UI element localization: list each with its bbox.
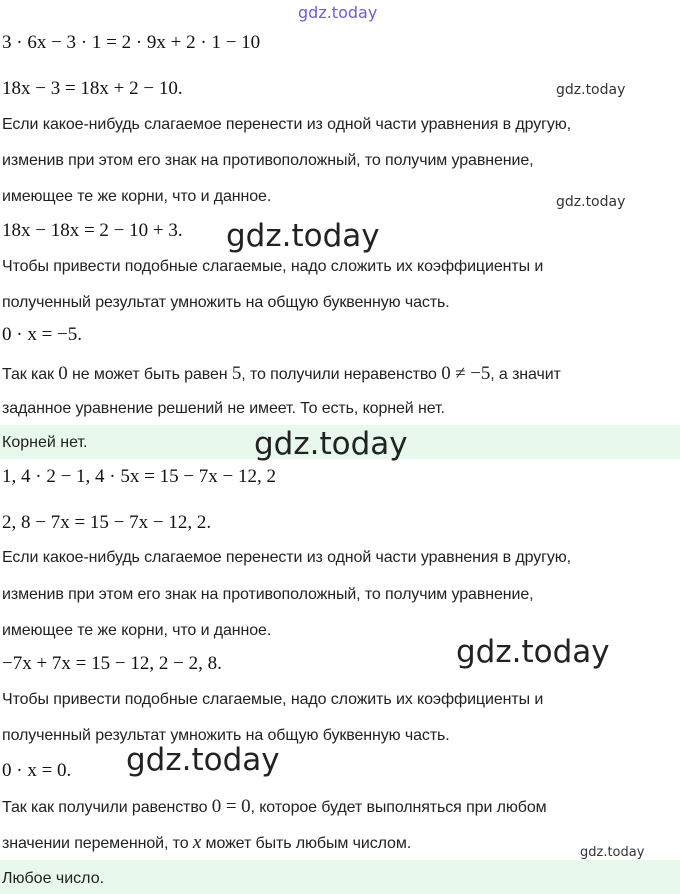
equation-3: −7x + 7x = 15 − 12, 2 − 2, 8. [2,653,222,674]
rule-text-line: изменив при этом его знак на противоположный, то получим уравнение, [2,586,534,603]
watermark: gdz.today [126,742,280,778]
rule-text-line: Если какое-нибудь слагаемое перенести из одной части уравнения в другую, [2,549,571,566]
conclusion-text: Так как получили равенство [2,799,212,816]
inline-math: 0 ≠ −5 [441,363,491,384]
similar-terms-line: полученный результат умножить на общую буквенную часть. [2,727,450,744]
answer-text: Корней нет. [2,434,88,451]
conclusion-line [2,796,547,818]
watermark: gdz.today [254,426,408,462]
equation-4: 0 · x = 0. [2,760,72,781]
watermark: gdz.today [226,218,380,254]
watermark: gdz.today [456,634,610,670]
conclusion-text: , а значит [490,366,561,383]
conclusion-text: может быть любым числом. [201,835,412,852]
inline-math: 0 = 0 [211,796,251,817]
rule-text-line: Если какое-нибудь слагаемое перенести из одной части уравнения в другую, [2,116,571,133]
inline-math: 5 [231,363,242,384]
equation-3: 18x − 18x = 2 − 10 + 3. [2,220,183,241]
answer-box [0,860,680,894]
equation-2: 2, 8 − 7x = 15 − 7x − 12, 2. [2,512,212,533]
equation-2: 18x − 3 = 18x + 2 − 10. [2,78,183,99]
conclusion-text: Так как [2,366,59,383]
watermark: gdz.today [580,845,645,860]
conclusion-line: заданное уравнение решений не имеет. То есть, корней нет. [2,400,445,417]
similar-terms-line: Чтобы привести подобные слагаемые, надо сложить их коэффициенты и [2,691,544,708]
watermark-top: gdz.today [298,3,378,22]
conclusion-text: не может быть равен [67,366,232,383]
rule-text-line: имеющее те же корни, что и данное. [2,622,272,639]
conclusion-line [2,832,411,854]
rule-text-line: изменив при этом его знак на противоположный, то получим уравнение, [2,152,534,169]
conclusion-line [2,363,561,385]
conclusion-text: , то получили неравенство [241,366,442,383]
similar-terms-line: Чтобы привести подобные слагаемые, надо сложить их коэффициенты и [2,258,544,275]
equation-1: 3 · 6x − 3 · 1 = 2 · 9x + 2 · 1 − 10 [2,32,261,53]
watermark: gdz.today [556,82,626,98]
inline-math: x [192,832,202,853]
inline-math: 0 [58,363,68,384]
conclusion-text: , которое будет выполняться при любом [250,799,547,816]
rule-text-line: имеющее те же корни, что и данное. [2,188,272,205]
conclusion-text: значении переменной, то [2,835,193,852]
similar-terms-line: полученный результат умножить на общую буквенную часть. [2,294,450,311]
watermark: gdz.today [556,194,626,210]
answer-text: Любое число. [2,870,105,887]
equation-1: 1, 4 · 2 − 1, 4 · 5x = 15 − 7x − 12, 2 [2,466,277,487]
equation-4: 0 · x = −5. [2,324,83,345]
